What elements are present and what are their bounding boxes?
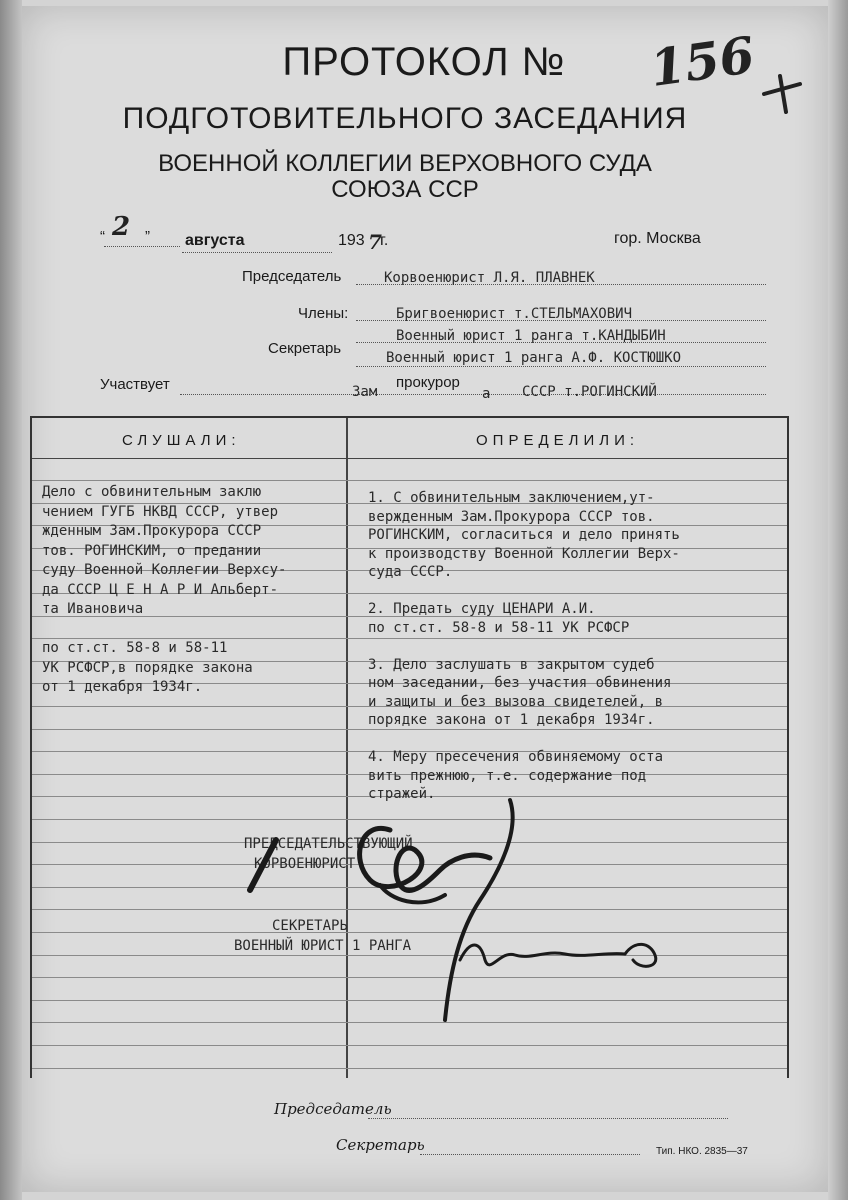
date-year-suffix: 7 xyxy=(368,230,382,254)
footer-chairman-label: Председатель xyxy=(274,1100,392,1118)
typed-line: от 1 декабря 1934г. xyxy=(42,679,203,695)
typed-line: и защиты и без вызова свидетелей, в xyxy=(368,693,664,710)
date-day: 2 xyxy=(112,212,131,242)
participant-mid: а xyxy=(482,386,491,402)
protocol-number: 156 xyxy=(646,25,758,98)
left-column-header: СЛУШАЛИ: xyxy=(122,432,241,449)
chair-sign-title2: КОРВОЕНЮРИСТ xyxy=(254,856,356,872)
secretary-sign-title1: СЕКРЕТАРЬ xyxy=(272,918,348,934)
ruled-line xyxy=(32,1068,787,1069)
typed-line: 3. Дело заслушать в закрытом судеб xyxy=(368,656,655,673)
typed-line: по ст.ст. 58-8 и 58-11 xyxy=(42,640,228,656)
typed-line: УК РСФСР,в порядке закона xyxy=(42,659,253,676)
chair-sign-title1: ПРЕДСЕДАТЕЛЬСТВУЮЩИЙ xyxy=(244,836,413,852)
typed-line: та Ивановича xyxy=(42,601,144,617)
court-name-line2: СОЮЗА ССР xyxy=(331,176,479,203)
participant-role: прокурор xyxy=(396,374,460,391)
date-month: августа xyxy=(185,232,245,249)
typed-line: суда СССР. xyxy=(368,564,453,580)
typed-line: стражей. xyxy=(368,786,436,802)
ruled-line xyxy=(32,729,787,730)
participant-name: СССР т.РОГИНСКИЙ xyxy=(522,384,657,400)
city: гор. Москва xyxy=(614,230,701,247)
ruled-line xyxy=(32,1045,787,1046)
secretary-label: Секретарь xyxy=(268,340,342,357)
typed-line: порядке закона от 1 декабря 1934г. xyxy=(368,712,655,728)
typed-line: да СССР Ц Е Н А Р И Альберт- xyxy=(42,581,279,598)
date-year-abbr: г. xyxy=(380,232,389,249)
footer-secretary-label: Секретарь xyxy=(336,1136,425,1154)
protocol-title: ПРОТОКОЛ № xyxy=(282,40,566,84)
typed-line: чением ГУГБ НКВД СССР, утвер xyxy=(42,503,279,520)
typed-line: по ст.ст. 58-8 и 58-11 УК РСФСР xyxy=(368,619,630,636)
secretary-line xyxy=(356,366,766,367)
header-rule xyxy=(32,458,787,459)
print-info: Тип. НКО. 2835—37 xyxy=(656,1146,748,1157)
secretary-signature xyxy=(455,930,665,980)
typed-line: ном заседании, без участия обвинения xyxy=(368,675,672,691)
typed-line: 2. Предать суду ЦЕНАРИ А.И. xyxy=(368,601,596,617)
chairman-signature xyxy=(240,790,540,1040)
typed-line: жденным Зам.Прокурора СССР xyxy=(42,523,262,539)
typed-line: Дело с обвинительным заклю xyxy=(42,484,262,500)
date-month-line xyxy=(182,252,332,253)
footer-chairman-line xyxy=(368,1118,728,1119)
participant-prefix: Зам xyxy=(352,384,378,400)
typed-line: 4. Меру пресечения обвиняемому оста xyxy=(368,749,664,765)
date-year-prefix: 193 xyxy=(338,232,365,249)
typed-line: вить прежнюю, т.е. содержание под xyxy=(368,767,647,784)
participant-line xyxy=(180,394,766,395)
typed-line: к производству Военной Коллегии Верх- xyxy=(368,545,680,562)
chairman-label: Председатель xyxy=(242,268,342,285)
date-close-quote: ” xyxy=(145,228,150,245)
secretary-sign-title2: ВОЕННЫЙ ЮРИСТ 1 РАНГА xyxy=(234,938,412,954)
protocol-subtitle: ПОДГОТОВИТЕЛЬНОГО ЗАСЕДАНИЯ xyxy=(122,102,688,135)
footer-secretary-line xyxy=(420,1154,640,1155)
court-name-line1: ВОЕННОЙ КОЛЛЕГИИ ВЕРХОВНОГО СУДА xyxy=(158,150,652,177)
typed-line: вержденным Зам.Прокурора СССР тов. xyxy=(368,508,655,525)
date-open-quote: “ xyxy=(100,228,105,245)
typed-line: РОГИНСКИМ, согласиться и дело принять xyxy=(368,527,680,543)
typed-line: 1. С обвинительным заключением,ут- xyxy=(368,490,655,506)
member2-name: Военный юрист 1 ранга т.КАНДЫБИН xyxy=(396,328,666,344)
right-column-header: ОПРЕДЕЛИЛИ: xyxy=(476,432,640,449)
participant-label: Участвует xyxy=(100,376,170,393)
date-day-line xyxy=(104,246,180,247)
typed-line: суду Военной Коллегии Верхсу- xyxy=(42,562,287,578)
chairman-name: Корвоенюрист Л.Я. ПЛАВНЕК xyxy=(384,270,595,286)
ruled-line xyxy=(32,480,787,481)
typed-line: тов. РОГИНСКИМ, о предании xyxy=(42,542,262,559)
secretary-name: Военный юрист 1 ранга А.Ф. КОСТЮШКО xyxy=(386,350,682,366)
member1-name: Бригвоенюрист т.СТЕЛЬМАХОВИЧ xyxy=(396,306,633,322)
members-label: Члены: xyxy=(298,305,349,322)
paper-edge-right xyxy=(828,0,848,1200)
